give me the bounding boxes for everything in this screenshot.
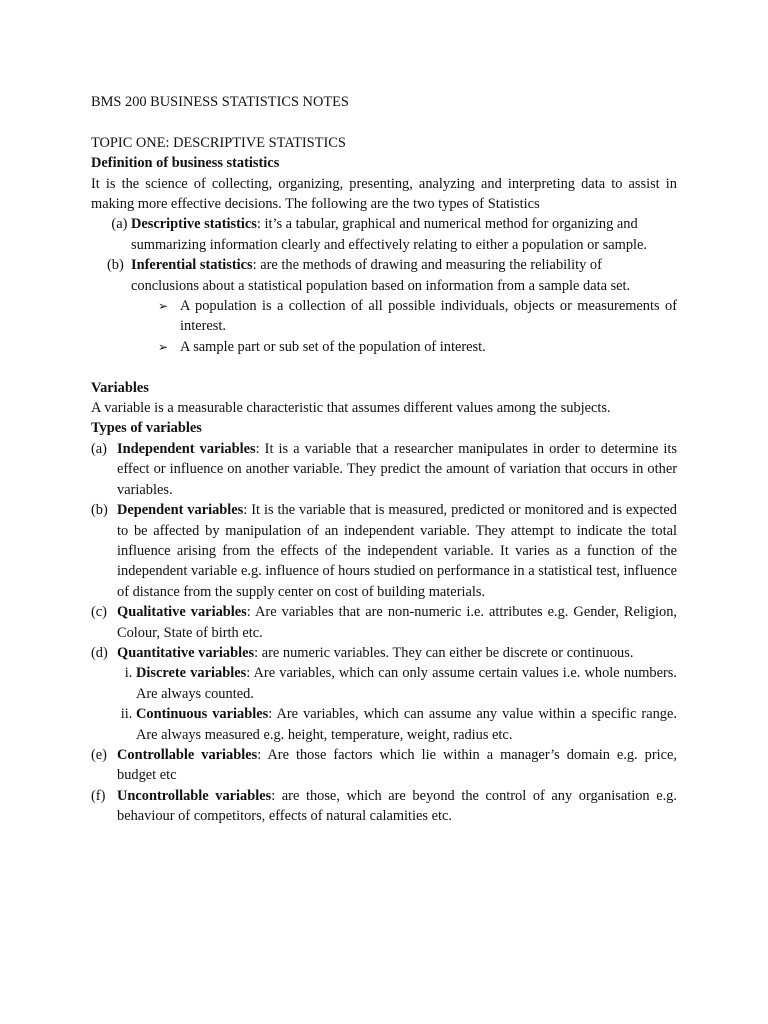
list-item-text <box>136 704 677 745</box>
list-marker-text: (b) <box>107 257 124 274</box>
list-item-first-line <box>91 255 677 275</box>
list-marker <box>111 704 136 724</box>
list-marker: (f) <box>91 787 106 804</box>
list-item <box>91 786 677 827</box>
variables-heading <box>91 378 677 398</box>
variables-heading-text: Variables <box>91 379 149 396</box>
term: Quantitative variables <box>117 644 255 661</box>
term: Qualitative variables <box>117 604 247 621</box>
list-item <box>91 439 677 500</box>
term: Independent variables <box>117 440 256 457</box>
list-item-text <box>131 214 677 234</box>
bullet-text: A sample part or sub set of the population of interest. <box>180 338 486 355</box>
arrow-bullet-icon: ➢ <box>158 299 169 314</box>
list-item <box>91 337 677 357</box>
term-description: : are numeric variables. They can either be discrete or continuous. <box>254 644 634 661</box>
list-item <box>91 704 677 745</box>
list-item <box>91 255 677 296</box>
term-description: : Are those factors which lie within a manager’s domain e.g. price, budget etc <box>117 746 677 784</box>
list-item-text <box>136 663 677 704</box>
term: Uncontrollable variables <box>117 787 272 804</box>
document-title: BMS 200 BUSINESS STATISTICS NOTES <box>91 94 349 110</box>
list-item <box>91 602 677 643</box>
list-item <box>91 500 677 602</box>
list-item <box>91 643 677 663</box>
list-marker: (d) <box>91 644 108 661</box>
term: Discrete variables <box>136 665 247 682</box>
list-item <box>91 214 677 255</box>
list-item-text <box>117 439 677 500</box>
list-item-text <box>131 255 677 275</box>
list-item-first-line <box>91 214 677 234</box>
list-item-text <box>117 602 677 643</box>
list-item-text <box>117 500 677 602</box>
list-item-continuation: conclusions about a statistical population based on information from a sample data set. <box>131 277 631 294</box>
types-heading-text: Types of variables <box>91 420 202 437</box>
arrow-bullet-list <box>91 296 677 357</box>
statistics-types-list <box>91 214 677 296</box>
term: Descriptive statistics <box>131 216 257 233</box>
term-description: : Are variables, which can only assume certain values i.e. whole numbers. Are always counted. <box>136 665 677 702</box>
list-item-text <box>117 786 677 827</box>
list-item <box>91 663 677 704</box>
list-marker-text: i. <box>124 665 133 682</box>
list-marker <box>91 214 131 234</box>
variables-paragraph: A variable is a measurable characteristic that assumes different values among the subjects. <box>91 400 611 417</box>
term: Dependent variables <box>117 502 244 519</box>
list-item <box>91 745 677 786</box>
term-description: : Are variables, which can assume any value within a specific range. Are always measured e.g. height, temperature, weight, radius etc. <box>136 706 677 743</box>
quantitative-subtypes-list <box>91 663 677 745</box>
term-description: : Are variables that are non-numeric i.e. attributes e.g. Gender, Religion, Colour, State of birth etc. <box>117 604 678 641</box>
term-description: : It is the variable that is measured, predicted or monitored and is expected to be affected by manipulation of an independent variable. They attempt to indicate the total influence arising from the effects of the independent variable. It varies as a function of the independent variable e.g. influence of hours studied on performance in a statistical test, influence of distance from the supply center on cost of building materials. <box>117 502 677 600</box>
definition-heading <box>91 153 677 173</box>
spacer <box>91 112 677 132</box>
term-description: : It is a variable that a researcher manipulates in order to determine its effect or influence on another variable. They predict the amount of variation that occurs in other variables. <box>117 440 677 498</box>
arrow-bullet-icon: ➢ <box>158 339 169 354</box>
list-marker-text: (a) <box>111 216 128 233</box>
list-marker: (c) <box>91 604 107 621</box>
term: Controllable variables <box>117 746 258 763</box>
bullet-text: A population is a collection of all possible individuals, objects or measurements of interest. <box>180 298 677 335</box>
term-description: : are those, which are beyond the control of any organisation e.g. behaviour of competitors, effects of natural calamities etc. <box>117 787 677 825</box>
definition-paragraph: It is the science of collecting, organizing, presenting, analyzing and interpreting data to assist in making more effective decisions. The following are the two types of Statistics <box>91 175 677 213</box>
variable-types-list <box>91 439 677 827</box>
topic-title: TOPIC ONE: DESCRIPTIVE STATISTICS <box>91 134 346 151</box>
list-item-text <box>117 643 677 663</box>
term-description: : are the methods of drawing and measuring the reliability of <box>252 257 602 274</box>
list-marker <box>91 255 131 275</box>
list-marker <box>111 663 136 683</box>
list-item-text <box>117 745 677 786</box>
term-description: : it’s a tabular, graphical and numerical method for organizing and <box>256 216 638 233</box>
definition-heading-text: Definition of business statistics <box>91 155 280 172</box>
list-marker: (b) <box>91 502 108 519</box>
spacer <box>91 357 677 377</box>
list-marker-text: ii. <box>120 706 133 723</box>
types-heading <box>91 418 677 438</box>
list-item <box>91 296 677 337</box>
list-marker: (e) <box>91 746 107 763</box>
document-page <box>91 92 677 827</box>
list-item-continuation: summarizing information clearly and effectively relating to either a population or sample. <box>131 236 648 253</box>
term: Inferential statistics <box>131 257 253 274</box>
list-marker: (a) <box>91 440 107 457</box>
term: Continuous variables <box>136 706 269 723</box>
